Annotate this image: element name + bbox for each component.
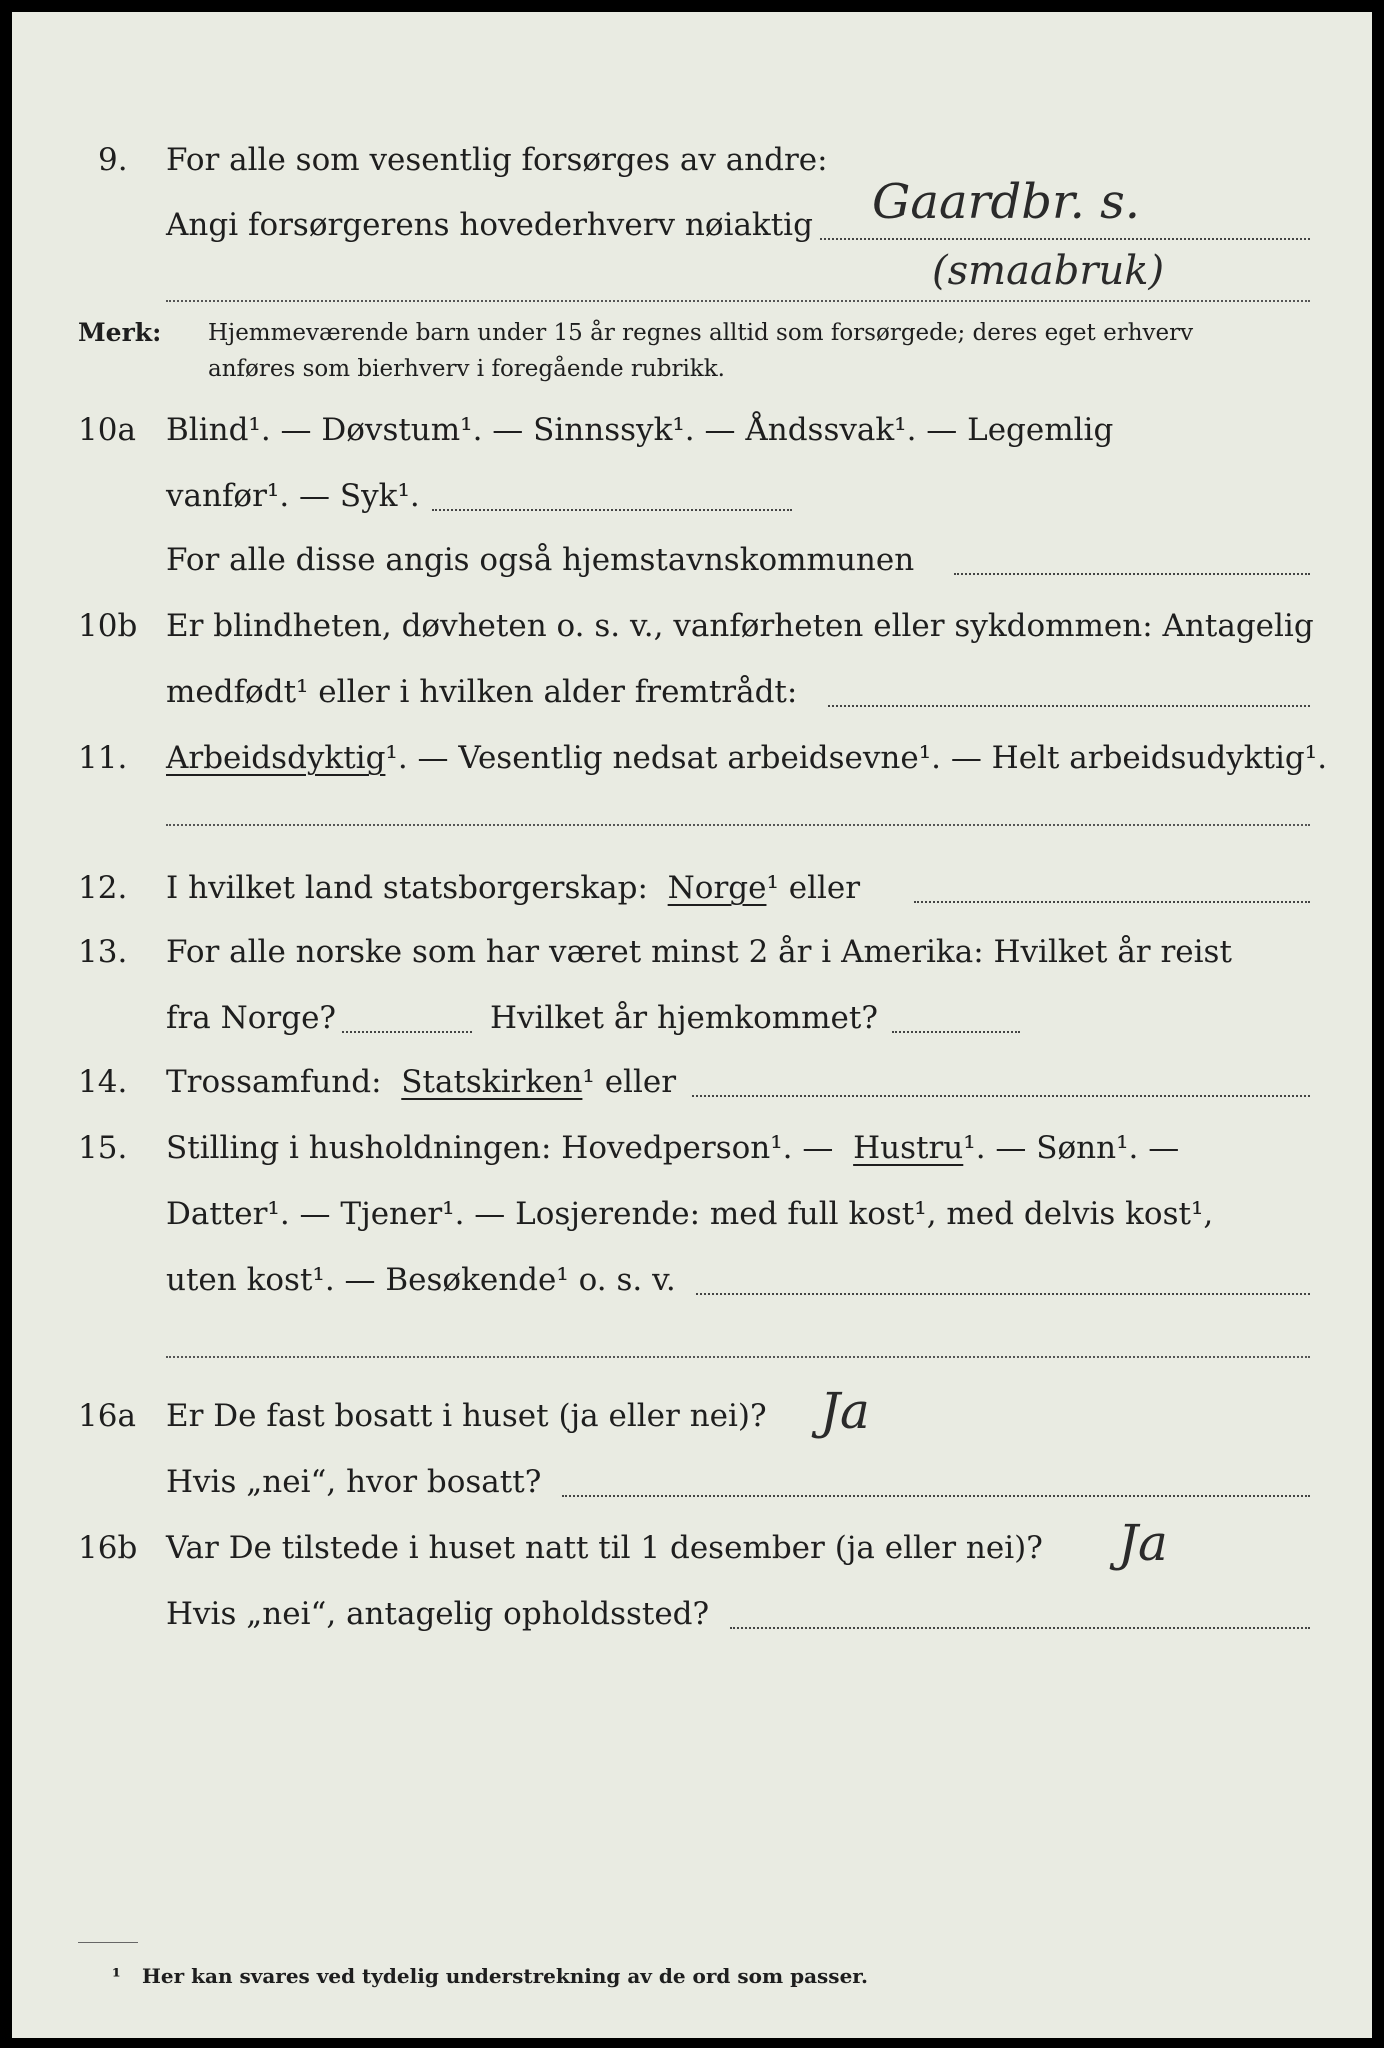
q16b-handwritten-answer: Ja bbox=[1118, 1514, 1168, 1572]
q9-line2: Angi forsørgerens hovederhverv nøiaktig bbox=[166, 207, 813, 243]
q12-answer-line bbox=[914, 901, 1310, 903]
q13-left-line bbox=[342, 1031, 472, 1033]
q15-extra-line bbox=[166, 1356, 1310, 1358]
q10a-answer-line bbox=[432, 509, 792, 511]
q14-number: 14. bbox=[78, 1064, 128, 1100]
q16a-line1: Er De fast bosatt i huset (ja eller nei)? bbox=[166, 1398, 767, 1434]
q9-handwritten-answer: Gaardbr. s. bbox=[872, 174, 1141, 230]
merk-label: Merk: bbox=[78, 318, 162, 347]
q10b-answer-line bbox=[828, 705, 1310, 707]
q10a-number: 10a bbox=[78, 412, 136, 448]
merk-line1: Hjemmeværende barn under 15 år regnes alltid som forsørgede; deres eget erhverv bbox=[208, 320, 1194, 346]
q11-extra-line bbox=[166, 824, 1310, 826]
q12-text bbox=[166, 870, 860, 906]
q13-line1: For alle norske som har været minst 2 år i Amerika: Hvilket år reist bbox=[166, 934, 1232, 970]
q15-line1-post: ¹. — Sønn¹. — bbox=[963, 1130, 1180, 1166]
q14-option-underlined: Statskirken bbox=[401, 1064, 583, 1100]
q14-text bbox=[166, 1064, 676, 1100]
footnote-mark: ¹ bbox=[112, 1964, 121, 1988]
q10b-number: 10b bbox=[78, 608, 138, 644]
q16b-line2: Hvis „nei“, antagelig opholdssted? bbox=[166, 1596, 710, 1632]
q10a-line1: Blind¹. — Døvstum¹. — Sinnssyk¹. — Åndssvak¹. — Legemlig bbox=[166, 412, 1114, 448]
q15-option-underlined: Hustru bbox=[853, 1130, 964, 1166]
q13-number: 13. bbox=[78, 934, 128, 970]
q15-line3: uten kost¹. — Besøkende¹ o. s. v. bbox=[166, 1262, 676, 1298]
q15-line1 bbox=[166, 1130, 1179, 1166]
q16a-answer-line bbox=[562, 1495, 1310, 1497]
merk-line2: anføres som bierhverv i foregående rubrikk. bbox=[208, 356, 725, 382]
q9-handwritten-answer-2: (smaabruk) bbox=[932, 248, 1165, 294]
q9-number: 9. bbox=[98, 142, 128, 178]
footnote-rule bbox=[78, 1942, 138, 1943]
q16a-line2: Hvis „nei“, hvor bosatt? bbox=[166, 1464, 542, 1500]
q13-line2a: fra Norge? bbox=[166, 1000, 337, 1036]
q15-answer-line bbox=[696, 1293, 1310, 1295]
census-form-page bbox=[12, 12, 1372, 2038]
q14-pre: Trossamfund: bbox=[166, 1064, 382, 1100]
q13-line2b: Hvilket år hjemkommet? bbox=[490, 1000, 878, 1036]
q9-line1: For alle som vesentlig forsørges av andre: bbox=[166, 142, 828, 178]
q11-number: 11. bbox=[78, 740, 128, 776]
q16a-handwritten-answer: Ja bbox=[820, 1382, 870, 1440]
q13-right-line bbox=[892, 1031, 1020, 1033]
q9-answer-line bbox=[820, 238, 1310, 240]
q10b-line1: Er blindheten, døvheten o. s. v., vanførheten eller sykdommen: Antagelig bbox=[166, 608, 1314, 644]
q16b-number: 16b bbox=[78, 1530, 138, 1566]
q11-rest: ¹. — Vesentlig nedsat arbeidsevne¹. — Helt arbeidsudyktig¹. bbox=[385, 740, 1328, 776]
q11-option-underlined: Arbeidsdyktig bbox=[166, 740, 386, 776]
q12-option-underlined: Norge bbox=[667, 870, 767, 906]
q16b-line1: Var De tilstede i huset natt til 1 desember (ja eller nei)? bbox=[166, 1530, 1043, 1566]
q14-post: ¹ eller bbox=[582, 1064, 677, 1100]
q16b-answer-line bbox=[730, 1627, 1310, 1629]
q12-pre: I hvilket land statsborgerskap: bbox=[166, 870, 648, 906]
q16a-number: 16a bbox=[78, 1398, 136, 1434]
q15-number: 15. bbox=[78, 1130, 128, 1166]
q11-text bbox=[166, 740, 1327, 776]
q15-line1-pre: Stilling i husholdningen: Hovedperson¹. — bbox=[166, 1130, 834, 1166]
q12-post: ¹ eller bbox=[766, 870, 861, 906]
q9-extra-line bbox=[166, 300, 1310, 302]
q10a-line3: For alle disse angis også hjemstavnskommunen bbox=[166, 542, 915, 578]
q12-number: 12. bbox=[78, 870, 128, 906]
q10a-hometown-line bbox=[954, 573, 1310, 575]
footnote-text: Her kan svares ved tydelig understrekning av de ord som passer. bbox=[142, 1964, 868, 1988]
q15-line2: Datter¹. — Tjener¹. — Losjerende: med full kost¹, med delvis kost¹, bbox=[166, 1196, 1214, 1232]
q14-answer-line bbox=[692, 1095, 1310, 1097]
q10b-line2: medfødt¹ eller i hvilken alder fremtrådt: bbox=[166, 674, 798, 710]
q10a-line2: vanfør¹. — Syk¹. bbox=[166, 478, 420, 514]
